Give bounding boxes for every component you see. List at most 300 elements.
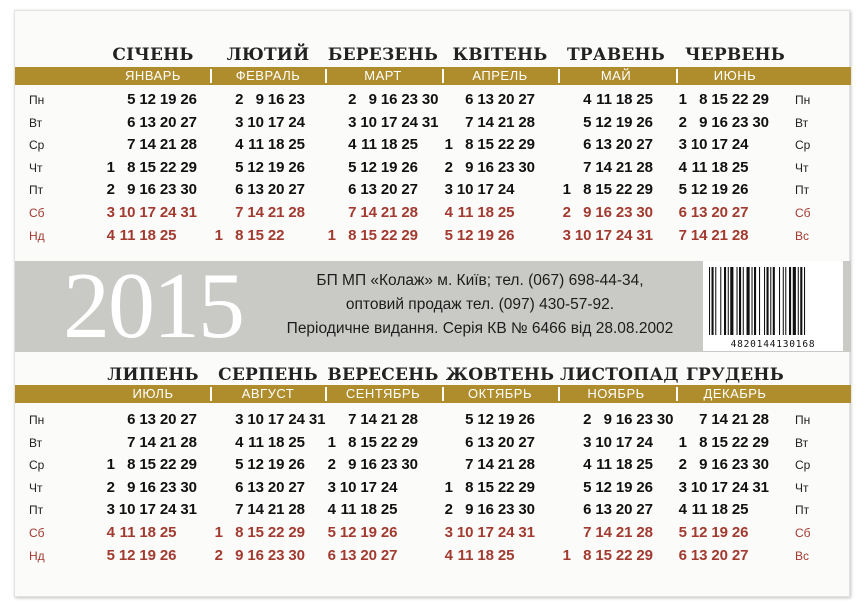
day-number: 22	[497, 478, 515, 496]
day-number: 12	[339, 524, 357, 541]
day-number: 11	[691, 501, 708, 519]
publisher-line: БП МП «Колаж» м. Київ; тел. (067) 698-44-34,	[316, 272, 644, 289]
day-number: 3	[348, 113, 357, 131]
day-number: 9	[699, 456, 708, 474]
day-number: 29	[752, 91, 769, 108]
day-number: 23	[497, 501, 515, 519]
weekday-row	[205, 114, 317, 136]
day-number: 23	[267, 546, 285, 564]
day-number: 18	[615, 91, 633, 108]
day-number: 20	[711, 546, 728, 564]
day-number: 10	[118, 501, 136, 519]
day-number: 25	[401, 136, 418, 154]
day-number: 26	[180, 91, 197, 108]
weekday-label: Ср	[29, 138, 45, 153]
day-number: 5	[127, 91, 136, 108]
weekday-row	[553, 114, 665, 136]
day-number: 15	[711, 91, 728, 108]
day-number: 8	[699, 433, 708, 451]
weekday-row	[318, 547, 430, 569]
day-number: 21	[267, 501, 285, 519]
day-number: 14	[139, 136, 156, 154]
day-number: 17	[380, 113, 398, 131]
day-number: 7	[465, 456, 474, 474]
day-number: 22	[380, 226, 398, 244]
weekday-row	[205, 434, 317, 456]
day-number: 27	[288, 181, 305, 199]
day-number: 3	[678, 136, 687, 154]
weekday-label: Ср	[795, 138, 811, 153]
weekday-label: Ср	[795, 458, 811, 473]
day-number: 23	[497, 158, 515, 176]
day-number: 28	[401, 411, 418, 428]
day-number: 5	[348, 158, 357, 176]
day-number: 29	[401, 226, 418, 244]
weekday-row	[318, 411, 430, 433]
weekday-row	[205, 547, 317, 569]
day-number: 12	[360, 158, 377, 176]
day-number: 24	[401, 113, 418, 131]
month-name-ru: НОЯБРЬ	[587, 386, 645, 401]
day-number: 22	[731, 433, 749, 451]
day-number: 20	[615, 136, 633, 154]
day-number: 21	[380, 204, 398, 221]
weekday-row	[97, 227, 209, 249]
day-number: 1	[106, 456, 115, 474]
day-number: 5	[327, 524, 336, 541]
weekday-label: Чт	[795, 160, 809, 175]
day-number: 18	[267, 136, 285, 154]
day-number: 8	[465, 136, 474, 154]
month-name-ru: СЕНТЯБРЬ	[345, 386, 421, 401]
day-number: 10	[118, 204, 136, 221]
weekday-row	[97, 204, 209, 226]
day-number: 22	[497, 136, 515, 154]
day-number: 22	[267, 524, 285, 541]
day-number: 16	[595, 204, 612, 221]
day-number: 4	[327, 501, 336, 519]
weekday-row	[669, 479, 781, 501]
day-number: 7	[348, 411, 357, 428]
day-number: 30	[752, 456, 769, 474]
day-number: 21	[711, 226, 728, 244]
day-number: 8	[348, 433, 357, 451]
day-number: 6	[465, 433, 474, 451]
day-number: 24	[497, 524, 515, 541]
weekday-row	[669, 114, 781, 136]
day-number: 17	[477, 181, 494, 199]
weekday-row	[318, 91, 439, 113]
day-number: 25	[636, 91, 653, 108]
weekday-row	[318, 456, 430, 478]
day-number: 9	[127, 478, 136, 496]
day-number: 11	[119, 226, 136, 244]
day-number: 25	[380, 501, 398, 519]
day-number: 26	[636, 478, 653, 496]
day-number: 28	[636, 524, 653, 541]
day-number: 1	[214, 226, 223, 244]
day-number: 21	[159, 136, 177, 154]
day-number: 24	[497, 181, 515, 199]
day-number: 16	[247, 546, 264, 564]
day-number: 3	[235, 411, 244, 428]
day-number: 16	[139, 181, 156, 199]
day-number: 8	[699, 91, 708, 108]
day-number: 16	[360, 456, 377, 474]
day-number: 6	[327, 546, 336, 564]
day-number: 26	[518, 411, 535, 428]
barcode-number: 4820144130168	[730, 339, 816, 350]
weekday-label: Ср	[29, 458, 45, 473]
month-name-ru: ДЕКАБРЬ	[703, 386, 767, 401]
day-number: 24	[288, 411, 305, 428]
day-number: 19	[267, 158, 285, 176]
day-number: 27	[288, 478, 305, 496]
day-number: 15	[360, 226, 377, 244]
day-number: 28	[518, 113, 535, 131]
day-number: 9	[368, 91, 377, 108]
day-number: 27	[380, 546, 398, 564]
day-number: 23	[159, 181, 177, 199]
day-number: 12	[595, 478, 612, 496]
day-number: 20	[615, 501, 633, 519]
day-number: 15	[595, 181, 612, 199]
day-number: 30	[752, 113, 769, 131]
day-number: 12	[139, 91, 156, 108]
day-number: 5	[465, 411, 474, 428]
day-number: 21	[497, 456, 515, 474]
day-number: 30	[288, 546, 305, 564]
day-number: 30	[656, 411, 674, 428]
day-number: 11	[248, 136, 264, 154]
weekday-row	[435, 181, 547, 203]
day-number: 5	[106, 546, 115, 564]
day-number: 3	[562, 226, 571, 244]
day-number: 29	[636, 546, 653, 564]
weekday-row	[318, 181, 430, 203]
day-number: 24	[159, 204, 177, 221]
day-number: 11	[340, 501, 357, 519]
day-number: 24	[731, 136, 749, 154]
publisher-info	[255, 269, 705, 341]
day-number: 20	[360, 546, 377, 564]
day-number: 1	[678, 433, 687, 451]
day-number: 1	[444, 136, 453, 154]
month-name-ua: БЕРЕЗЕНЬ	[327, 45, 439, 65]
day-number: 31	[308, 411, 326, 428]
weekday-row	[318, 113, 439, 136]
day-number: 27	[180, 411, 197, 428]
weekday-row	[553, 159, 665, 181]
day-number: 17	[267, 113, 285, 131]
day-number: 9	[583, 204, 592, 221]
month-name-ru: АВГУСТ	[241, 386, 295, 401]
day-number: 26	[159, 546, 177, 564]
day-number: 3	[106, 501, 115, 519]
day-number: 3	[444, 524, 453, 541]
month-names-ru-band	[15, 385, 851, 403]
day-number: 24	[288, 113, 305, 131]
day-number: 2	[444, 501, 453, 519]
day-number: 4	[348, 136, 357, 154]
month-name-ua: ТРАВЕНЬ	[566, 45, 666, 65]
day-number: 19	[267, 456, 285, 474]
weekday-row	[205, 91, 317, 113]
day-number: 23	[636, 411, 653, 428]
weekday-row	[669, 181, 781, 203]
day-number: 7	[127, 433, 136, 451]
weekday-row	[435, 501, 547, 523]
month-name-ua: ЧЕРВЕНЬ	[684, 45, 786, 65]
month-name-ua: ЖОВТЕНЬ	[445, 365, 555, 385]
day-number: 12	[118, 546, 136, 564]
day-number: 14	[360, 411, 377, 428]
weekday-row	[205, 524, 317, 546]
day-number: 18	[139, 226, 156, 244]
day-number: 24	[615, 226, 633, 244]
day-number: 17	[139, 204, 156, 221]
day-number: 4	[235, 136, 244, 154]
day-number: 29	[401, 433, 418, 451]
day-number: 7	[235, 501, 244, 519]
day-number: 26	[380, 524, 398, 541]
weekday-row	[553, 227, 665, 249]
weekday-row	[97, 136, 209, 158]
day-number: 25	[636, 456, 653, 474]
day-number: 19	[497, 411, 515, 428]
day-number: 27	[731, 546, 749, 564]
day-number: 25	[731, 158, 749, 176]
weekday-row	[669, 136, 781, 158]
day-number: 30	[518, 501, 535, 519]
day-number: 8	[235, 524, 244, 541]
day-number: 22	[159, 158, 177, 176]
weekday-row	[97, 159, 209, 181]
weekday-label: Пт	[29, 183, 44, 198]
day-number: 5	[583, 113, 592, 131]
weekday-label: Пн	[795, 413, 811, 427]
day-number: 2	[348, 91, 357, 108]
day-number: 14	[477, 456, 494, 474]
weekday-row	[669, 524, 781, 546]
day-number: 14	[247, 501, 264, 519]
day-number: 31	[180, 204, 197, 221]
day-number: 29	[518, 478, 535, 496]
year-title: 2015	[63, 254, 243, 358]
day-number: 13	[247, 181, 264, 199]
day-number: 3	[235, 113, 244, 131]
day-number: 18	[615, 456, 633, 474]
day-number: 7	[465, 113, 474, 131]
weekday-row	[669, 501, 781, 523]
day-number: 23	[288, 91, 305, 108]
day-number: 23	[731, 113, 749, 131]
day-number: 20	[267, 181, 285, 199]
band-separator	[676, 69, 678, 83]
day-number: 11	[596, 456, 612, 474]
day-number: 24	[159, 501, 177, 519]
day-number: 2	[106, 181, 115, 199]
day-number: 29	[752, 433, 769, 451]
day-number: 26	[288, 158, 305, 176]
day-number: 13	[477, 91, 494, 108]
weekday-row	[553, 547, 665, 569]
weekday-label: Чт	[29, 480, 43, 495]
month-name-ru: ЯНВАРЬ	[125, 68, 181, 83]
weekday-row	[97, 501, 209, 523]
weekday-row	[669, 91, 781, 113]
day-number: 16	[139, 478, 156, 496]
day-number: 24	[636, 433, 653, 451]
day-number: 16	[380, 91, 398, 108]
day-number: 25	[159, 524, 177, 541]
day-number: 27	[180, 113, 197, 131]
weekday-row	[553, 181, 665, 203]
day-number: 30	[421, 91, 439, 108]
day-number: 26	[497, 226, 515, 244]
day-number: 20	[497, 433, 515, 451]
day-number: 9	[699, 113, 708, 131]
weekday-row	[97, 114, 209, 136]
day-number: 27	[518, 433, 535, 451]
day-number: 17	[477, 524, 494, 541]
band-separator	[676, 387, 678, 401]
month-name-ua: ГРУДЕНЬ	[686, 365, 784, 385]
weekday-row	[205, 479, 317, 501]
month-name-ua: КВІТЕНЬ	[452, 45, 548, 65]
day-number: 7	[583, 524, 592, 541]
day-number: 25	[497, 546, 515, 564]
day-number: 17	[711, 478, 728, 496]
day-number: 13	[595, 501, 612, 519]
day-number: 15	[247, 524, 264, 541]
month-name-ru: МАЙ	[600, 68, 632, 83]
weekday-row	[435, 524, 547, 546]
day-number: 25	[288, 433, 305, 451]
day-number: 13	[247, 478, 264, 496]
day-number: 17	[139, 501, 156, 519]
day-number: 11	[596, 91, 612, 108]
day-number: 26	[731, 524, 749, 541]
day-number: 9	[465, 501, 474, 519]
day-number: 31	[518, 524, 535, 541]
day-number: 15	[477, 136, 494, 154]
day-number: 4	[235, 433, 244, 451]
day-number: 25	[731, 501, 749, 519]
day-number: 2	[214, 546, 223, 564]
weekday-label: Пн	[795, 93, 811, 107]
day-number: 10	[690, 136, 708, 154]
day-number: 10	[690, 478, 708, 496]
day-number: 12	[690, 181, 708, 199]
day-number: 28	[636, 158, 653, 176]
weekday-row	[553, 136, 665, 158]
weekday-row	[318, 204, 430, 226]
day-number: 7	[127, 136, 136, 154]
day-number: 7	[699, 411, 708, 428]
day-number: 9	[255, 91, 264, 108]
day-number: 6	[348, 181, 357, 199]
day-number: 6	[678, 204, 687, 221]
weekday-label: Нд	[29, 228, 45, 243]
weekday-label: Вс	[795, 228, 810, 243]
month-name-ua: ЛЮТИЙ	[226, 45, 310, 65]
day-number: 14	[477, 113, 494, 131]
day-number: 6	[127, 411, 136, 428]
day-number: 8	[348, 226, 357, 244]
weekday-row	[435, 547, 547, 569]
day-number: 30	[401, 456, 418, 474]
weekday-label: Сб	[795, 526, 811, 540]
day-number: 9	[127, 181, 136, 199]
day-number: 31	[752, 478, 769, 496]
month-name-ru: АПРЕЛЬ	[472, 68, 528, 83]
day-number: 26	[731, 181, 749, 199]
weekday-label: Сб	[795, 206, 811, 220]
day-number: 28	[518, 456, 535, 474]
month-name-ua: ЛИСТОПАД	[560, 365, 679, 385]
month-names-ru-band	[15, 67, 851, 85]
weekday-row	[205, 204, 317, 226]
day-number: 25	[288, 136, 305, 154]
day-number: 4	[583, 456, 592, 474]
day-number: 21	[497, 113, 515, 131]
day-number: 7	[348, 204, 357, 221]
day-number: 26	[401, 158, 418, 176]
day-number: 12	[595, 113, 612, 131]
day-number: 3	[583, 433, 592, 451]
first-half-year	[15, 11, 851, 251]
day-number: 4	[106, 524, 115, 541]
day-number: 19	[711, 524, 728, 541]
weekday-row	[318, 501, 430, 523]
day-number: 1	[562, 181, 571, 199]
weekday-row	[318, 227, 430, 249]
weekday-row	[669, 159, 781, 181]
second-half-year	[15, 359, 851, 591]
day-number: 7	[583, 158, 592, 176]
day-number: 8	[127, 456, 136, 474]
day-number: 21	[380, 411, 398, 428]
weekday-row	[669, 434, 781, 456]
weekday-row	[205, 411, 326, 433]
day-number: 11	[248, 433, 264, 451]
month-name-ru: ИЮНЬ	[713, 68, 757, 83]
weekday-row	[97, 547, 209, 569]
day-number: 27	[731, 204, 749, 221]
day-number: 3	[106, 204, 115, 221]
day-number: 5	[678, 181, 687, 199]
weekday-row	[435, 159, 547, 181]
weekday-row	[435, 227, 547, 249]
month-name-ru: ФЕВРАЛЬ	[235, 68, 301, 83]
day-number: 29	[518, 136, 535, 154]
weekday-label: Чт	[795, 480, 809, 495]
barcode	[703, 261, 843, 351]
day-number: 12	[247, 456, 264, 474]
day-number: 18	[139, 524, 156, 541]
day-number: 19	[380, 158, 398, 176]
weekday-row	[205, 456, 317, 478]
day-number: 14	[595, 524, 612, 541]
day-number: 4	[678, 158, 687, 176]
day-number: 29	[180, 158, 197, 176]
day-number: 4	[106, 226, 115, 244]
day-number: 3	[678, 478, 687, 496]
month-names-ua-row	[15, 365, 851, 385]
weekday-row	[435, 136, 547, 158]
day-number: 11	[119, 524, 136, 541]
